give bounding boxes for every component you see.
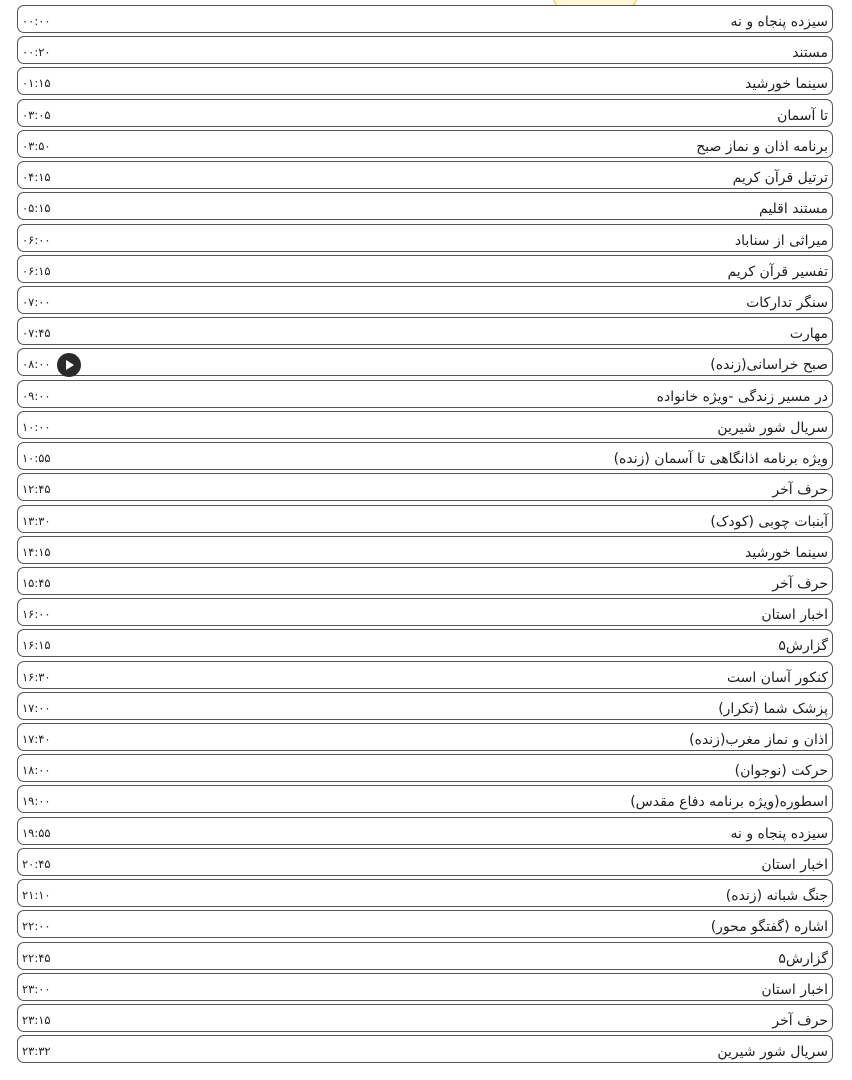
schedule-row[interactable] bbox=[17, 848, 833, 876]
program-title: جنگ شبانه (زنده) bbox=[725, 888, 828, 905]
program-time: ۲۳:۱۵ bbox=[22, 1013, 51, 1027]
program-title: تا آسمان bbox=[777, 107, 828, 124]
program-title: حرف آخر bbox=[772, 1013, 828, 1029]
schedule-row[interactable] bbox=[17, 692, 833, 720]
program-time: ۰۴:۱۵ bbox=[22, 170, 51, 185]
program-time: ۱۴:۱۵ bbox=[22, 544, 51, 559]
schedule-row[interactable] bbox=[17, 879, 833, 907]
program-time: ۱۵:۴۵ bbox=[22, 575, 51, 590]
program-title: مهارت bbox=[789, 326, 828, 343]
program-title: اسطوره(ویژه برنامه دفاع مقدس) bbox=[630, 794, 828, 811]
program-title: مستند bbox=[792, 45, 828, 62]
play-icon[interactable] bbox=[57, 353, 81, 377]
program-time: ۰۰:۰۰ bbox=[22, 14, 51, 28]
program-title: حرف آخر bbox=[772, 482, 828, 499]
schedule-row[interactable] bbox=[17, 567, 833, 595]
program-time: ۱۷:۴۰ bbox=[22, 732, 51, 747]
program-time: ۲۱:۱۰ bbox=[22, 888, 51, 903]
schedule-row[interactable] bbox=[17, 161, 833, 189]
program-time: ۰۶:۰۰ bbox=[22, 232, 51, 247]
schedule-row[interactable] bbox=[17, 348, 833, 376]
schedule-row[interactable] bbox=[17, 130, 833, 158]
schedule-row[interactable] bbox=[17, 286, 833, 314]
program-title: اشاره (گفتگو محور) bbox=[710, 919, 828, 936]
program-title: اذان و نماز مغرب(زنده) bbox=[689, 732, 828, 749]
program-time: ۱۶:۳۰ bbox=[22, 669, 51, 684]
schedule-row[interactable] bbox=[17, 629, 833, 657]
program-time: ۰۵:۱۵ bbox=[22, 201, 51, 216]
program-time: ۰۶:۱۵ bbox=[22, 263, 51, 278]
schedule-row[interactable] bbox=[17, 598, 833, 626]
schedule-row[interactable] bbox=[17, 411, 833, 439]
program-title: سینما خورشید bbox=[745, 76, 828, 93]
schedule-row[interactable] bbox=[17, 754, 833, 782]
program-time: ۰۷:۰۰ bbox=[22, 294, 51, 309]
schedule-row[interactable] bbox=[17, 67, 833, 95]
schedule-row[interactable] bbox=[17, 442, 833, 470]
program-time: ۰۰:۲۰ bbox=[22, 45, 51, 60]
program-time: ۱۹:۵۵ bbox=[22, 825, 51, 840]
schedule-row[interactable] bbox=[17, 1004, 833, 1032]
schedule-row[interactable] bbox=[17, 5, 833, 33]
program-title: اخبار استان bbox=[761, 607, 828, 624]
schedule-row[interactable] bbox=[17, 99, 833, 127]
program-title: برنامه اذان و نماز صبح bbox=[696, 138, 828, 155]
program-title: گزارش۵ bbox=[778, 638, 828, 655]
schedule-row[interactable] bbox=[17, 942, 833, 970]
schedule-row[interactable] bbox=[17, 380, 833, 408]
program-time: ۲۳:۰۰ bbox=[22, 981, 51, 996]
program-time: ۱۲:۴۵ bbox=[22, 482, 51, 497]
schedule-row[interactable] bbox=[17, 36, 833, 64]
program-title: سینما خورشید bbox=[745, 544, 828, 561]
schedule-row[interactable] bbox=[17, 192, 833, 220]
schedule-row[interactable] bbox=[17, 910, 833, 938]
program-time: ۱۰:۵۵ bbox=[22, 451, 51, 466]
program-title: آبنبات چوبی (کودک) bbox=[710, 513, 828, 530]
schedule-row[interactable] bbox=[17, 1035, 833, 1063]
program-time: ۱۸:۰۰ bbox=[22, 763, 51, 778]
program-time: ۰۳:۰۵ bbox=[22, 107, 51, 122]
program-title: سنگر تدارکات bbox=[746, 294, 828, 311]
program-title: تفسیر قرآن کریم bbox=[727, 263, 828, 280]
program-time: ۱۶:۱۵ bbox=[22, 638, 51, 653]
program-title: کنکور آسان است bbox=[726, 669, 828, 686]
program-title: در مسیر زندگی -ویژه خانواده bbox=[656, 388, 828, 405]
program-title: میراثی از سناباد bbox=[734, 232, 828, 249]
program-title: اخبار استان bbox=[761, 981, 828, 998]
program-title: ویژه برنامه اذانگاهی تا آسمان (زنده) bbox=[613, 451, 828, 468]
program-time: ۱۰:۰۰ bbox=[22, 419, 51, 434]
program-title: ترتیل قرآن کریم bbox=[732, 170, 828, 187]
program-title: گزارش۵ bbox=[778, 950, 828, 967]
program-title: سیزده پنجاه و نه bbox=[730, 825, 828, 842]
schedule-row[interactable] bbox=[17, 817, 833, 845]
schedule-row[interactable] bbox=[17, 723, 833, 751]
program-time: ۲۲:۰۰ bbox=[22, 919, 51, 934]
schedule-row[interactable] bbox=[17, 224, 833, 252]
schedule-row[interactable] bbox=[17, 473, 833, 501]
program-time: ۰۳:۵۰ bbox=[22, 138, 51, 153]
program-time: ۲۳:۳۲ bbox=[22, 1044, 51, 1059]
program-time: ۲۲:۴۵ bbox=[22, 950, 51, 965]
program-title: سیزده پنجاه و نه bbox=[730, 14, 828, 30]
schedule-row[interactable] bbox=[17, 785, 833, 813]
program-time: ۲۰:۴۵ bbox=[22, 856, 51, 871]
schedule-row[interactable] bbox=[17, 317, 833, 345]
schedule-row[interactable] bbox=[17, 505, 833, 533]
schedule-row[interactable] bbox=[17, 661, 833, 689]
program-title: حرکت (نوجوان) bbox=[734, 763, 828, 780]
program-title: مستند اقلیم bbox=[759, 201, 828, 218]
program-time: ۰۸:۰۰ bbox=[22, 357, 51, 372]
program-time: ۰۷:۴۵ bbox=[22, 326, 51, 341]
program-title: صبح خراسانی(زنده) bbox=[710, 357, 828, 374]
program-title: پزشک شما (تکرار) bbox=[718, 700, 828, 717]
program-time: ۱۶:۰۰ bbox=[22, 607, 51, 622]
schedule-row[interactable] bbox=[17, 255, 833, 283]
program-title: سریال شور شیرین bbox=[717, 1044, 828, 1061]
program-time: ۰۹:۰۰ bbox=[22, 388, 51, 403]
program-time: ۰۱:۱۵ bbox=[22, 76, 51, 91]
program-schedule-list bbox=[17, 5, 833, 1066]
schedule-row[interactable] bbox=[17, 973, 833, 1001]
program-title: حرف آخر bbox=[772, 575, 828, 592]
program-time: ۱۳:۳۰ bbox=[22, 513, 51, 528]
program-title: سریال شور شیرین bbox=[717, 419, 828, 436]
program-time: ۱۹:۰۰ bbox=[22, 794, 51, 809]
program-time: ۱۷:۰۰ bbox=[22, 700, 51, 715]
program-title: اخبار استان bbox=[761, 856, 828, 873]
schedule-row[interactable] bbox=[17, 536, 833, 564]
